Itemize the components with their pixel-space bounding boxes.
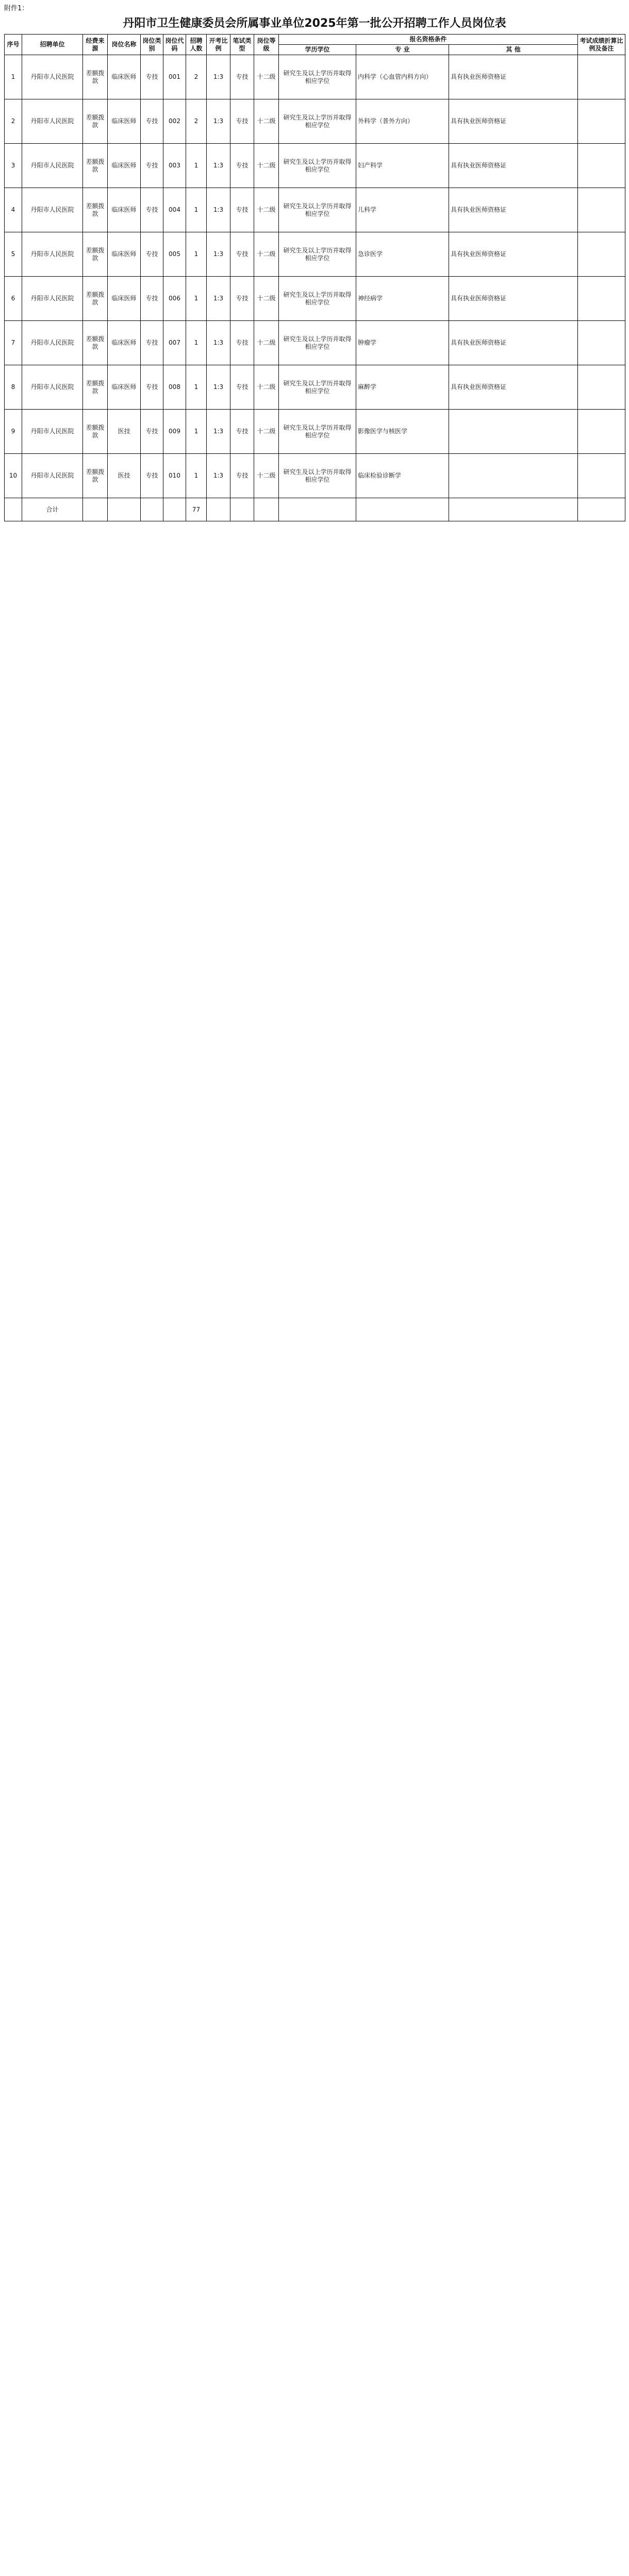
cell-exam-type: 专技 [230,321,254,365]
table-row [5,277,625,321]
header-ratio: 开考比例 [207,35,230,55]
table-row [5,365,625,410]
cell-note [578,232,625,277]
cell-funding: 差额拨款 [83,277,108,321]
cell-post-name: 临床医师 [108,55,141,99]
cell-major: 急诊医学 [356,232,449,277]
cell-count: 2 [186,99,207,144]
total-row [5,498,625,521]
cell-unit: 丹阳市人民医院 [22,144,83,188]
cell-unit: 丹阳市人民医院 [22,232,83,277]
header-exam-type: 笔试类型 [230,35,254,55]
cell-exam-type: 专技 [230,365,254,410]
cell-exam-type: 专技 [230,144,254,188]
cell-post-code: 001 [163,55,186,99]
cell-seq: 10 [5,454,22,498]
cell-ratio: 1:3 [207,454,230,498]
cell-ratio: 1:3 [207,55,230,99]
cell-unit: 丹阳市人民医院 [22,99,83,144]
header-note: 考试成绩折算比例及备注 [578,35,625,55]
cell-count: 1 [186,321,207,365]
cell-post-name: 临床医师 [108,277,141,321]
cell-unit: 丹阳市人民医院 [22,188,83,232]
cell-funding: 差额拨款 [83,188,108,232]
cell-seq: 8 [5,365,22,410]
cell-post-level: 十二级 [254,365,279,410]
header-post-level: 岗位等级 [254,35,279,55]
cell-exam-type: 专技 [230,454,254,498]
cell-post-code: 005 [163,232,186,277]
cell-post-cat: 专技 [141,454,163,498]
cell-other: 具有执业医师资格证 [449,365,578,410]
cell-other [449,454,578,498]
cell-post-cat: 专技 [141,277,163,321]
cell-funding: 差额拨款 [83,144,108,188]
header-edu: 学历学位 [279,45,356,55]
cell-post-code: 009 [163,410,186,454]
cell-seq: 1 [5,55,22,99]
cell-funding: 差额拨款 [83,232,108,277]
cell-major: 影像医学与核医学 [356,410,449,454]
header-post-code: 岗位代码 [163,35,186,55]
cell-note [578,55,625,99]
cell-seq: 3 [5,144,22,188]
cell-major: 儿科学 [356,188,449,232]
cell-post-name: 临床医师 [108,321,141,365]
cell-funding: 差额拨款 [83,99,108,144]
cell-ratio: 1:3 [207,232,230,277]
cell-ratio: 1:3 [207,188,230,232]
cell-post-code: 007 [163,321,186,365]
cell-post-name: 临床医师 [108,188,141,232]
cell-note [578,454,625,498]
cell-post-code: 002 [163,99,186,144]
cell-post-name: 临床医师 [108,99,141,144]
attachment-label: 附件1： [4,5,29,12]
table-row [5,454,625,498]
cell-post-level: 十二级 [254,55,279,99]
cell-exam-type: 专技 [230,232,254,277]
cell-post-cat: 专技 [141,99,163,144]
cell-major: 麻醉学 [356,365,449,410]
table-row [5,99,625,144]
cell-other: 具有执业医师资格证 [449,55,578,99]
cell-post-name: 临床医师 [108,232,141,277]
cell-funding: 差额拨款 [83,55,108,99]
table-row [5,144,625,188]
header-funding: 经费来源 [83,35,108,55]
cell-ratio: 1:3 [207,321,230,365]
cell-edu: 研究生及以上学历并取得相应学位 [279,277,356,321]
table-row [5,188,625,232]
cell-other: 具有执业医师资格证 [449,188,578,232]
cell-post-name: 临床医师 [108,144,141,188]
cell-note [578,321,625,365]
cell-count: 1 [186,144,207,188]
cell-post-cat: 专技 [141,365,163,410]
cell-post-cat: 专技 [141,144,163,188]
cell-other [449,410,578,454]
cell-seq: 9 [5,410,22,454]
cell-note [578,365,625,410]
header-post-name: 岗位名称 [108,35,141,55]
cell-edu: 研究生及以上学历并取得相应学位 [279,99,356,144]
cell-post-name: 临床医师 [108,365,141,410]
cell-funding: 差额拨款 [83,454,108,498]
cell-count: 1 [186,365,207,410]
header-count: 招聘人数 [186,35,207,55]
cell-other: 具有执业医师资格证 [449,277,578,321]
cell-post-level: 十二级 [254,232,279,277]
cell-seq: 7 [5,321,22,365]
cell-other: 具有执业医师资格证 [449,144,578,188]
cell-funding: 差额拨款 [83,410,108,454]
cell-count: 1 [186,277,207,321]
header-conditions: 报名资格条件 [279,35,578,45]
header-unit: 招聘单位 [22,35,83,55]
cell-major: 内科学（心血管内科方向） [356,55,449,99]
cell-post-code: 003 [163,144,186,188]
cell-post-code: 008 [163,365,186,410]
cell-exam-type: 专技 [230,277,254,321]
cell-count: 1 [186,454,207,498]
cell-seq: 2 [5,99,22,144]
cell-post-code: 004 [163,188,186,232]
cell-major: 外科学（普外方向） [356,99,449,144]
cell-post-cat: 专技 [141,55,163,99]
positions-table [4,34,625,521]
cell-post-cat: 专技 [141,188,163,232]
total-count: 77 [186,498,207,521]
cell-exam-type: 专技 [230,410,254,454]
cell-post-name: 医技 [108,454,141,498]
cell-post-name: 医技 [108,410,141,454]
cell-seq: 6 [5,277,22,321]
cell-unit: 丹阳市人民医院 [22,277,83,321]
cell-ratio: 1:3 [207,410,230,454]
cell-edu: 研究生及以上学历并取得相应学位 [279,144,356,188]
cell-edu: 研究生及以上学历并取得相应学位 [279,365,356,410]
cell-count: 1 [186,410,207,454]
cell-exam-type: 专技 [230,55,254,99]
cell-edu: 研究生及以上学历并取得相应学位 [279,454,356,498]
table-row [5,55,625,99]
cell-edu: 研究生及以上学历并取得相应学位 [279,188,356,232]
table-body [5,55,625,498]
cell-count: 1 [186,232,207,277]
cell-unit: 丹阳市人民医院 [22,321,83,365]
cell-post-cat: 专技 [141,410,163,454]
cell-note [578,277,625,321]
cell-post-cat: 专技 [141,232,163,277]
cell-other: 具有执业医师资格证 [449,232,578,277]
cell-unit: 丹阳市人民医院 [22,410,83,454]
cell-ratio: 1:3 [207,99,230,144]
cell-unit: 丹阳市人民医院 [22,55,83,99]
cell-seq: 5 [5,232,22,277]
cell-funding: 差额拨款 [83,321,108,365]
cell-major: 肿瘤学 [356,321,449,365]
cell-edu: 研究生及以上学历并取得相应学位 [279,321,356,365]
cell-major: 临床检验诊断学 [356,454,449,498]
cell-note [578,188,625,232]
cell-post-level: 十二级 [254,188,279,232]
total-seq [5,498,22,521]
cell-major: 妇产科学 [356,144,449,188]
cell-post-level: 十二级 [254,144,279,188]
cell-post-code: 010 [163,454,186,498]
cell-post-level: 十二级 [254,454,279,498]
cell-count: 1 [186,188,207,232]
cell-funding: 差额拨款 [83,365,108,410]
cell-ratio: 1:3 [207,144,230,188]
header-post-cat: 岗位类别 [141,35,163,55]
cell-exam-type: 专技 [230,188,254,232]
cell-post-level: 十二级 [254,277,279,321]
cell-exam-type: 专技 [230,99,254,144]
cell-ratio: 1:3 [207,277,230,321]
header-other: 其 他 [449,45,578,55]
cell-note [578,99,625,144]
cell-post-code: 006 [163,277,186,321]
cell-post-level: 十二级 [254,99,279,144]
cell-note [578,144,625,188]
table-row [5,321,625,365]
header-major: 专 业 [356,45,449,55]
cell-note [578,410,625,454]
cell-edu: 研究生及以上学历并取得相应学位 [279,55,356,99]
cell-other: 具有执业医师资格证 [449,99,578,144]
cell-post-cat: 专技 [141,321,163,365]
page-title: 丹阳市卫生健康委员会所属事业单位2025年第一批公开招聘工作人员岗位表 [123,17,506,30]
cell-post-level: 十二级 [254,410,279,454]
cell-edu: 研究生及以上学历并取得相应学位 [279,232,356,277]
page [0,0,629,532]
cell-ratio: 1:3 [207,365,230,410]
cell-seq: 4 [5,188,22,232]
cell-other: 具有执业医师资格证 [449,321,578,365]
cell-major: 神经病学 [356,277,449,321]
table-row [5,232,625,277]
cell-post-level: 十二级 [254,321,279,365]
table-row [5,410,625,454]
cell-edu: 研究生及以上学历并取得相应学位 [279,410,356,454]
cell-count: 2 [186,55,207,99]
cell-unit: 丹阳市人民医院 [22,454,83,498]
header-seq: 序号 [5,35,22,55]
cell-unit: 丹阳市人民医院 [22,365,83,410]
total-label: 合计 [22,498,83,521]
